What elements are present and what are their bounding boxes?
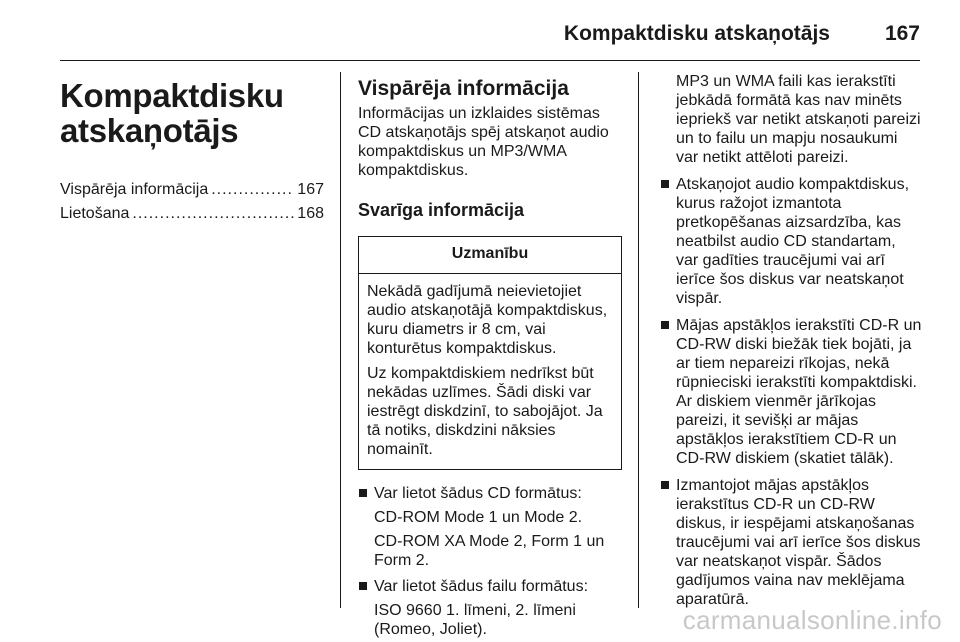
continuation-paragraph: MP3 un WMA faili kas ierakstīti jebkādā formātā kas nav minēts iepriekš var netikt atskaņoti pareizi un to failu un mapju nosaukumi var netikt attēloti pareizi.	[676, 73, 921, 166]
toc-entry-label[interactable]: Vispārēja informācija	[60, 181, 209, 198]
column-3	[660, 72, 922, 609]
toc-entry[interactable]	[60, 178, 324, 202]
warning-title: Uzmanību	[359, 237, 621, 274]
subsection-heading: Svarīga informācija	[358, 200, 525, 220]
running-title: Kompaktdisku atskaņotājs	[563, 22, 830, 45]
toc-leader-dots	[211, 178, 294, 202]
list-subitem: ISO 9660 1. līmeni, 2. līmeni (Romeo, Joliet).	[374, 602, 576, 638]
warning-box	[358, 236, 622, 470]
warning-body	[359, 274, 621, 469]
bullet-square-icon	[359, 489, 367, 497]
section-heading: Vispārēja informācija	[358, 77, 569, 100]
list-item-text: Mājas apstākļos ierakstīti CD-R un CD-RW diski biežāk tiek bojāti, ja ar tiem nepareizi rīkojas, nekā rūpnieciski ierakstīti kompaktdiski. Ar diskiem vienmēr jārīkojas pareizi, it sevišķi ar mājas apstākļos ierakstītiem CD-R un CD-RW diskiem (skatiet tālāk).	[676, 317, 922, 467]
list-item	[358, 577, 622, 596]
header-divider	[60, 60, 920, 61]
column-divider-2	[638, 72, 639, 608]
list-item-text: Izmantojot mājas apstākļos ierakstītus CD-R un CD-RW diskus, ir iespējami atskaņošanas traucējumi vai arī ierīce šos diskus var neatskaņot vispār. Šādos gadījumos vaina nav meklējama aparatūrā.	[676, 477, 921, 608]
list-item	[660, 175, 922, 308]
column-divider-1	[340, 72, 341, 608]
bullet-square-icon	[661, 481, 669, 489]
list-item-text: Var lietot šādus CD formātus:	[374, 485, 582, 502]
chapter-title-line2: atskaņotājs	[60, 112, 239, 149]
list-item	[358, 484, 622, 503]
warning-paragraph: Uz kompaktdiskiem nedrīkst būt nekādas uzlīmes. Šādi diski var iestrēgt diskdzinī, to sabojājot. Ja tā notiks, diskdzini nāksies nomainīt.	[367, 365, 603, 458]
list-subitem: CD-ROM XA Mode 2, Form 1 un Form 2.	[374, 533, 605, 569]
toc-leader-dots	[132, 202, 294, 226]
bullet-square-icon	[661, 321, 669, 329]
column-1	[60, 72, 324, 226]
list-item-text: Atskaņojot audio kompaktdiskus, kurus ražojot izmantota pretkopēšanas aizsardzība, kas neatbilst audio CD standartam, var gadīties traucējumi vai arī ierīce šos diskus var neatskaņot vispār.	[676, 176, 910, 307]
format-list	[358, 484, 622, 639]
list-item	[660, 316, 922, 468]
watermark: carmanualsonline.info	[682, 605, 942, 635]
page-header	[60, 14, 920, 58]
table-of-contents	[60, 178, 324, 226]
bullet-square-icon	[359, 582, 367, 590]
list-subitem: CD-ROM Mode 1 un Mode 2.	[374, 509, 583, 526]
toc-entry[interactable]	[60, 202, 324, 226]
toc-entry-label[interactable]: Lietošana	[60, 205, 130, 222]
list-item-text: Var lietot šādus failu formātus:	[374, 578, 589, 595]
chapter-title-line1: Kompaktdisku	[60, 77, 284, 114]
chapter-title	[60, 78, 324, 148]
page-number: 167	[884, 22, 920, 45]
column-2	[358, 72, 622, 639]
bullet-square-icon	[661, 180, 669, 188]
toc-entry-page[interactable]: 168	[297, 205, 324, 222]
section-intro: Informācijas un izklaides sistēmas CD atskaņotājs spēj atskaņot audio kompaktdiskus un MP3/WMA kompaktdiskus.	[358, 105, 609, 179]
warning-paragraph: Nekādā gadījumā neievietojiet audio atskaņotājā kompaktdiskus, kuru diametrs ir 8 cm, vai konturētus kompaktdiskus.	[367, 283, 608, 357]
toc-entry-page[interactable]: 167	[297, 181, 324, 198]
list-item	[660, 476, 922, 609]
